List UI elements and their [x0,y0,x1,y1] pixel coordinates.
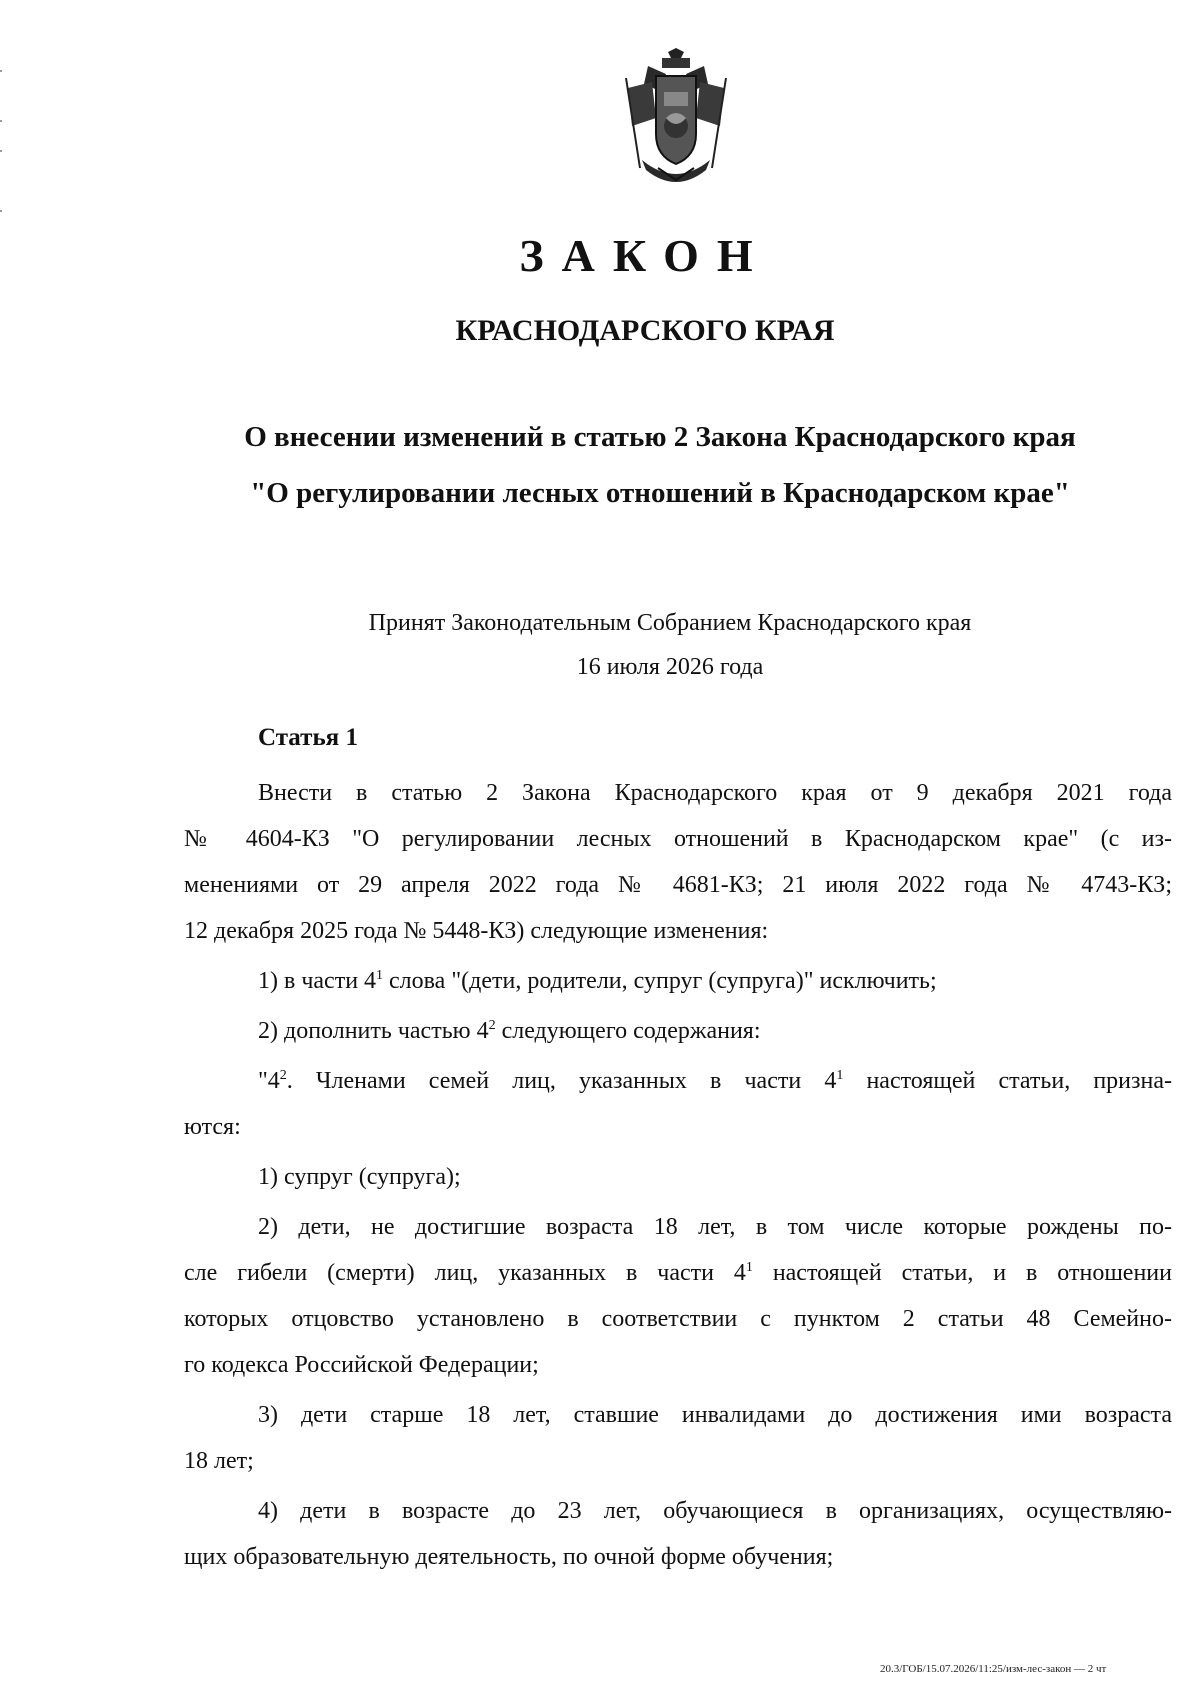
item-1 [184,958,1172,1004]
subitem-4-line-2: щих образовательную деятельность, по очной форме обучения; [184,1544,834,1570]
document-footer-code: 20.3/ГОБ/15.07.2026/11:25/изм-лес-закон — 2 чт [880,1663,1107,1675]
part-4-2-text-end: настоящей статьи, призна- [843,1068,1172,1094]
part-4-2-number: "4 [258,1068,280,1094]
scan-speck [0,120,2,122]
subitem-2-line-2 [184,1250,1172,1296]
part-4-2-superscript: 2 [279,1068,287,1083]
subitem-3-line-2: 18 лет; [184,1448,254,1474]
item-2 [184,1008,1172,1054]
scan-speck [0,210,2,212]
item-1-superscript: 1 [376,968,384,983]
item-2-superscript: 2 [488,1018,496,1033]
part-4-2-line-2: ются: [184,1114,241,1140]
intro-line-2: № 4604-КЗ "О регулировании лесных отношений в Краснодарском крае" (с из- [184,826,1172,852]
adoption-line-1: Принят Законодательным Собранием Краснодарского края [368,610,972,636]
law-name-line-1: О внесении изменений в статью 2 Закона Краснодарского края [244,421,1076,453]
scan-speck [0,70,2,72]
intro-line-1: Внести в статью 2 Закона Краснодарского края от 9 декабря 2021 года [258,780,1172,806]
subitem-2-text-end: настоящей статьи, и в отношении [752,1260,1172,1286]
article-heading: Статья 1 [258,724,358,751]
subitem-2-line-1: 2) дети, не достигшие возраста 18 лет, в том числе которые рождены по- [258,1214,1172,1240]
subitem-2-text-start: сле гибели (смерти) лиц, указанных в части 4 [184,1260,746,1286]
item-1-text-start: 1) в части 4 [258,968,377,994]
subitem-4-line-1: 4) дети в возрасте до 23 лет, обучающиеся в организациях, осуществляю- [258,1498,1172,1524]
subitem-2-line-3: которых отцовство установлено в соответствии с пунктом 2 статьи 48 Семейно- [184,1306,1172,1332]
part-4-2-line-1 [184,1058,1172,1104]
subitem-2-line-4: го кодекса Российской Федерации; [184,1352,539,1378]
subitem-1: 1) супруг (супруга); [258,1164,461,1190]
coat-of-arms-icon [618,48,734,190]
item-2-text-start: 2) дополнить частью 4 [258,1018,489,1044]
intro-line-3: менениями от 29 апреля 2022 года № 4681-КЗ; 21 июля 2022 года № 4743-КЗ; [184,872,1172,898]
law-name-line-2: "О регулировании лесных отношений в Краснодарском крае" [250,477,1070,509]
document-subtitle: КРАСНОДАРСКОГО КРАЯ [455,314,835,347]
intro-line-4: 12 декабря 2025 года № 5448-КЗ) следующие изменения: [184,918,769,944]
item-2-text-end: следующего содержания: [495,1018,761,1044]
part-4-2-text: . Членами семей лиц, указанных в части 4 [286,1068,837,1094]
adoption-date: 16 июля 2026 года [576,654,764,680]
part-4-2-reference-superscript: 1 [836,1068,844,1083]
subitem-2-superscript: 1 [745,1260,753,1275]
scan-speck [0,150,2,152]
item-1-text-end: слова "(дети, родители, супруг (супруга)" исключить; [383,968,937,994]
subitem-3-line-1: 3) дети старше 18 лет, ставшие инвалидами до достижения ими возраста [258,1402,1172,1428]
document-title: ЗАКОН [519,230,771,281]
